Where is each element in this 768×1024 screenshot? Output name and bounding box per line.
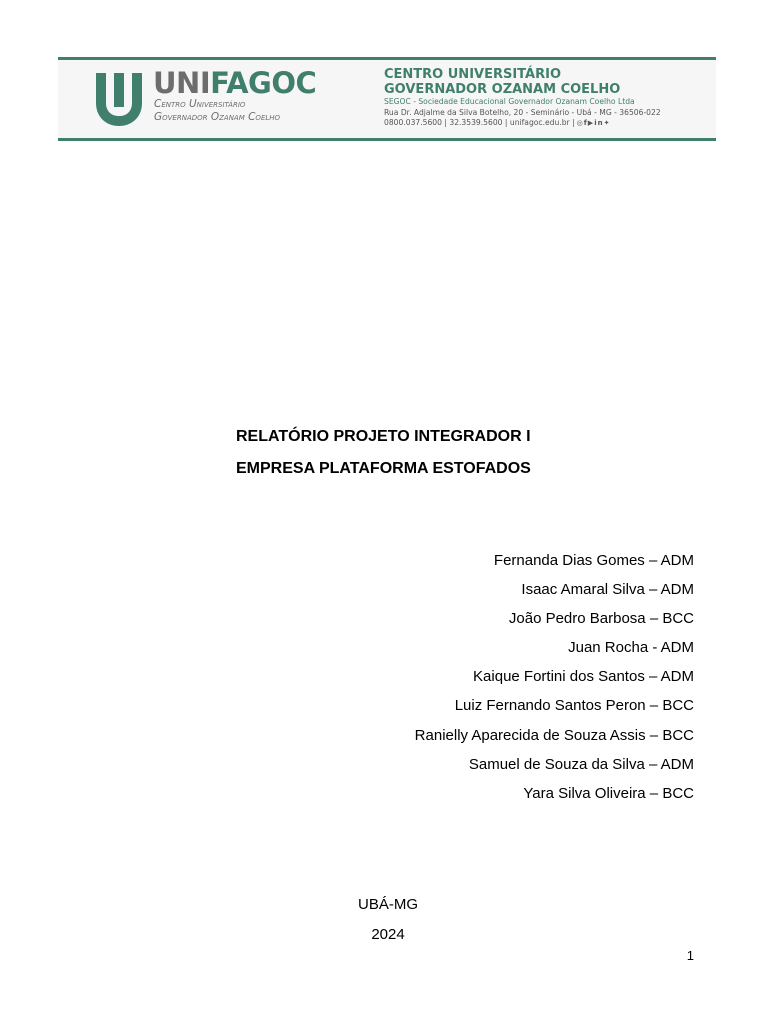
institution-address-line: Rua Dr. Adjalme da Silva Botelho, 20 - Seminário - Ubá - MG - 36506-022 [384, 107, 661, 117]
institution-contact-line: 0800.037.5600 | 32.3539.5600 | unifagoc.edu.br | [384, 118, 575, 127]
logo-wordmark-uni: UNI [153, 66, 211, 100]
year: 2024 [371, 926, 405, 943]
author-list [415, 546, 694, 808]
institution-info [384, 67, 661, 129]
city: UBÁ-MG [358, 896, 418, 913]
youtube-icon: ▶ [587, 119, 595, 127]
instagram-icon: ◎ [576, 119, 584, 127]
page-number: 1 [686, 948, 694, 963]
logo-wordmark [153, 66, 316, 100]
institution-title-line2: GOVERNADOR OZANAM COELHO [384, 82, 621, 97]
linkedin-icon: in [594, 119, 604, 127]
unifagoc-logo-icon [94, 69, 144, 127]
logo-wordmark-fagoc: FAGOC [210, 66, 317, 100]
author-item: Juan Rocha - ADM [568, 639, 694, 657]
institution-title-line1: CENTRO UNIVERSITÁRIO [384, 67, 561, 82]
document-subtitle: EMPRESA PLATAFORMA ESTOFADOS [236, 460, 531, 477]
author-item: Luiz Fernando Santos Peron – BCC [454, 697, 694, 715]
logo-subtitle-line2: Governador Ozanam Coelho [154, 111, 281, 123]
author-item: João Pedro Barbosa – BCC [508, 610, 694, 628]
author-item: Samuel de Souza da Silva – ADM [468, 755, 694, 773]
institution-org-line: SEGOC - Sociedade Educacional Governador Ozanam Coelho Ltda [384, 97, 635, 106]
twitter-icon: ✦ [603, 119, 611, 127]
author-item: Ranielly Aparecida de Souza Assis – BCC [414, 726, 694, 744]
social-icons [577, 118, 611, 129]
logo-subtitle-line1: Centro Universitário [154, 98, 246, 110]
document-title: RELATÓRIO PROJETO INTEGRADOR I [236, 428, 531, 445]
institution-header [58, 57, 716, 141]
author-item: Kaique Fortini dos Santos – ADM [473, 668, 694, 686]
author-item: Fernanda Dias Gomes – ADM [493, 552, 694, 569]
facebook-icon: f [583, 119, 588, 127]
author-item: Yara Silva Oliveira – BCC [523, 784, 694, 802]
author-item: Isaac Amaral Silva – ADM [521, 581, 694, 599]
institution-contact-row [384, 118, 661, 129]
